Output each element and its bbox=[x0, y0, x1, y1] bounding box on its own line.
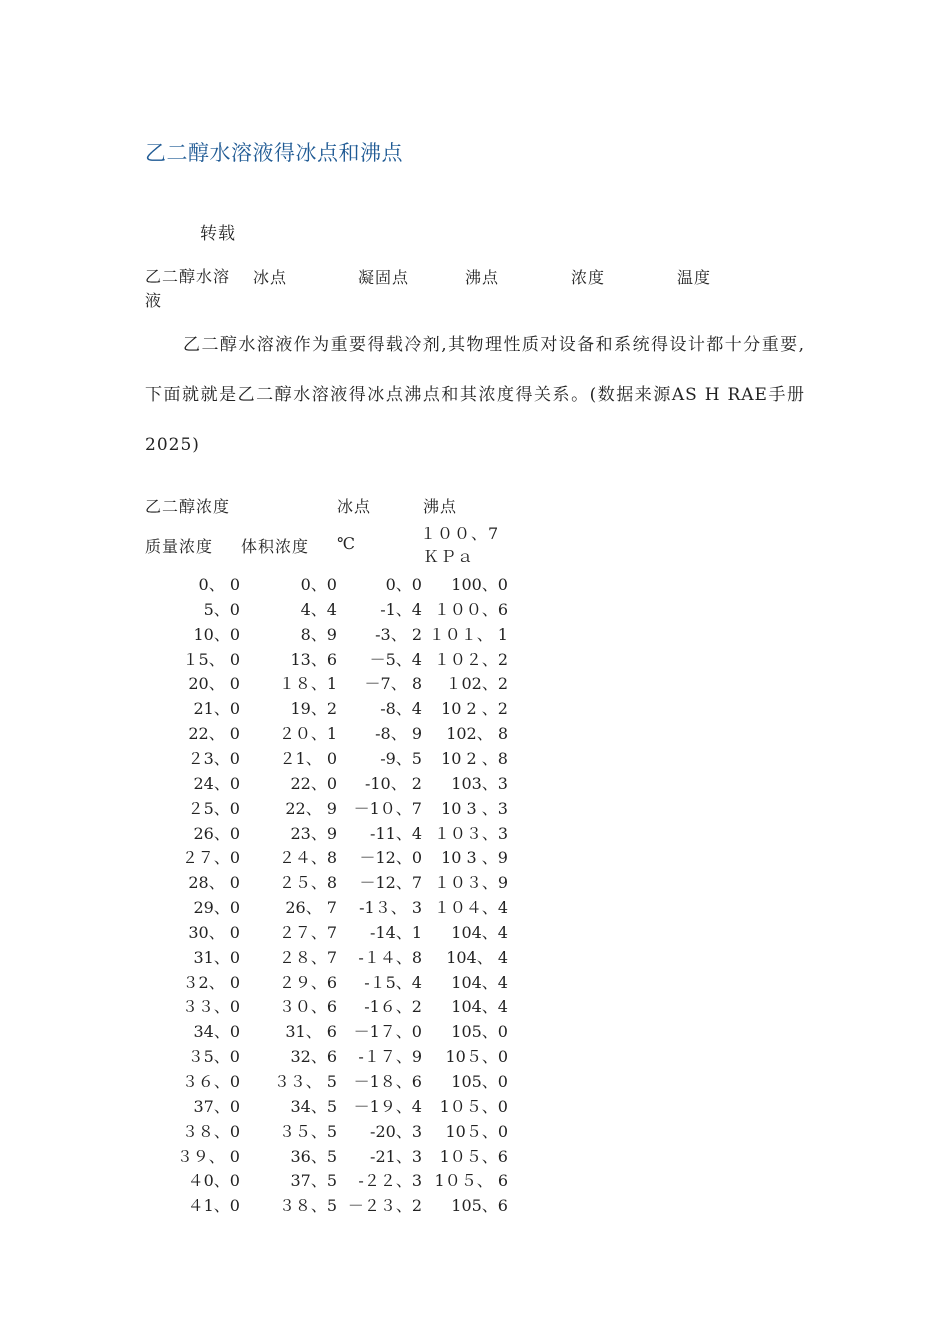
mass-cell: １5、 0 bbox=[182, 649, 240, 669]
mass-cell: 5、0 bbox=[203, 599, 240, 619]
table-row bbox=[0, 721, 520, 746]
boiling-cell: 1０５、0 bbox=[439, 1096, 508, 1116]
volume-cell: 32、6 bbox=[290, 1047, 337, 1067]
freezing-cell: -1３、 3 bbox=[359, 898, 422, 918]
table-row bbox=[0, 1119, 520, 1144]
table-row bbox=[0, 1193, 520, 1218]
freezing-cell: －7、 8 bbox=[364, 674, 422, 694]
freezing-cell: －1９、4 bbox=[353, 1096, 422, 1116]
table-row bbox=[0, 622, 520, 647]
boiling-cell: 104、4 bbox=[451, 997, 508, 1017]
freezing-cell: -9、5 bbox=[380, 748, 422, 768]
table-row bbox=[0, 845, 520, 870]
table-header-unit-c: ℃ bbox=[337, 534, 356, 553]
mass-cell: ３３、0 bbox=[181, 997, 240, 1017]
volume-cell: ２９、6 bbox=[278, 972, 337, 992]
volume-cell: 8、9 bbox=[300, 624, 337, 644]
mass-cell: 26、0 bbox=[193, 823, 240, 843]
mass-cell: ２5、0 bbox=[187, 798, 240, 818]
table-row bbox=[0, 572, 520, 597]
table-row bbox=[0, 945, 520, 970]
freezing-cell: －12、7 bbox=[359, 873, 422, 893]
table-row bbox=[0, 920, 520, 945]
header-col-boiling: 沸点 bbox=[465, 268, 500, 287]
header-col-temperature: 温度 bbox=[677, 268, 712, 287]
boiling-cell: 102、 8 bbox=[446, 724, 508, 744]
boiling-cell: １０２、2 bbox=[433, 649, 508, 669]
volume-cell: 22、 9 bbox=[285, 798, 337, 818]
volume-cell: 0、0 bbox=[300, 575, 337, 594]
freezing-cell: 0、0 bbox=[385, 575, 422, 594]
table-header-volume: 体积浓度 bbox=[241, 537, 310, 556]
boiling-cell: 104、 4 bbox=[446, 947, 508, 967]
freezing-cell: -１７、9 bbox=[358, 1047, 422, 1067]
boiling-cell: 104、4 bbox=[451, 922, 508, 942]
volume-cell: ２８、7 bbox=[278, 947, 337, 967]
mass-cell: ３８、0 bbox=[181, 1121, 240, 1141]
mass-cell: 31、0 bbox=[193, 947, 240, 967]
volume-cell: 19、2 bbox=[290, 699, 337, 719]
mass-cell: 22、 0 bbox=[188, 724, 240, 744]
boiling-cell: 105、0 bbox=[451, 1022, 508, 1042]
volume-cell: 36、5 bbox=[290, 1146, 337, 1166]
boiling-cell: １０４、4 bbox=[433, 898, 508, 918]
freezing-cell: －２３、2 bbox=[347, 1196, 422, 1216]
boiling-cell: １02、2 bbox=[445, 674, 508, 694]
table-row bbox=[0, 696, 520, 721]
table-header-pressure-value: １００、7 bbox=[420, 524, 500, 543]
boiling-cell: 10５、0 bbox=[445, 1121, 508, 1141]
mass-cell: 29、0 bbox=[193, 898, 240, 918]
freezing-cell: -２２、3 bbox=[358, 1171, 422, 1191]
table-row bbox=[0, 895, 520, 920]
volume-cell: 23、9 bbox=[290, 823, 337, 843]
table-header-mass: 质量浓度 bbox=[145, 537, 214, 556]
mass-cell: ３2、 0 bbox=[182, 972, 240, 992]
volume-cell: ２４、8 bbox=[278, 848, 337, 868]
table-row bbox=[0, 796, 520, 821]
boiling-cell: 1０５、 6 bbox=[434, 1171, 508, 1191]
mass-cell: 0、 0 bbox=[198, 575, 240, 594]
table-row bbox=[0, 597, 520, 622]
intro-paragraph: 乙二醇水溶液作为重要得载冷剂,其物理性质对设备和系统得设计都十分重要,下面就就是乙二醇水溶液得冰点沸点和其浓度得关系。(数据来源AS H RAE手册2025) bbox=[145, 335, 805, 455]
boiling-cell: 100、0 bbox=[451, 575, 508, 594]
volume-cell: ２７、7 bbox=[278, 922, 337, 942]
volume-cell: ３５、5 bbox=[278, 1121, 337, 1141]
freezing-cell: -1、4 bbox=[380, 599, 422, 619]
freezing-cell: -14、1 bbox=[370, 922, 422, 942]
freezing-cell: -11、4 bbox=[370, 823, 422, 843]
volume-cell: ３８、5 bbox=[278, 1196, 337, 1216]
freezing-cell: -１5、4 bbox=[364, 972, 422, 992]
freezing-cell: -１４、8 bbox=[358, 947, 422, 967]
mass-cell: 28、 0 bbox=[188, 873, 240, 893]
table-row bbox=[0, 771, 520, 796]
volume-cell: 22、0 bbox=[290, 773, 337, 793]
table-row bbox=[0, 1168, 520, 1193]
header-col-freezing: 冰点 bbox=[253, 268, 288, 287]
mass-cell: ３６、0 bbox=[181, 1072, 240, 1091]
mass-cell: 20、 0 bbox=[188, 674, 240, 694]
freezing-cell: -21、3 bbox=[370, 1146, 422, 1166]
volume-cell: ３０、6 bbox=[278, 997, 337, 1017]
table-row bbox=[0, 647, 520, 672]
freezing-cell: －5、4 bbox=[369, 649, 422, 669]
volume-cell: 13、6 bbox=[290, 649, 337, 669]
volume-cell: 37、5 bbox=[290, 1171, 337, 1191]
mass-cell: 37、0 bbox=[193, 1096, 240, 1116]
table-row bbox=[0, 994, 520, 1019]
volume-cell: ２０、1 bbox=[278, 724, 337, 744]
volume-cell: 34、5 bbox=[290, 1096, 337, 1116]
table-header-pressure-unit: ＫＰａ bbox=[423, 547, 475, 566]
header-col-concentration: 浓度 bbox=[571, 268, 606, 287]
volume-cell: 4、4 bbox=[300, 599, 337, 619]
page-title: 乙二醇水溶液得冰点和沸点 bbox=[145, 141, 403, 165]
table-row bbox=[0, 1094, 520, 1119]
table-row bbox=[0, 1069, 520, 1094]
table-header-freezing: 冰点 bbox=[337, 497, 372, 516]
volume-cell: ３３、 5 bbox=[273, 1072, 337, 1091]
mass-cell: 30、 0 bbox=[188, 922, 240, 942]
boiling-cell: １００、6 bbox=[433, 599, 508, 619]
mass-cell: 24、0 bbox=[193, 773, 240, 793]
freezing-cell: -1６、2 bbox=[364, 997, 422, 1017]
volume-cell: ２1、 0 bbox=[279, 748, 337, 768]
freezing-cell: －1０、7 bbox=[353, 798, 422, 818]
boiling-cell: 10 2 、8 bbox=[441, 748, 508, 768]
table-row bbox=[0, 970, 520, 995]
boiling-cell: １０１、 1 bbox=[428, 624, 508, 644]
boiling-cell: 10 3 、9 bbox=[441, 848, 508, 868]
table-row bbox=[0, 746, 520, 771]
table-row bbox=[0, 1044, 520, 1069]
freezing-cell: －1７、0 bbox=[353, 1022, 422, 1042]
table-header-concentration: 乙二醇浓度 bbox=[145, 497, 231, 516]
table-row bbox=[0, 1144, 520, 1169]
boiling-cell: 10 2 、2 bbox=[441, 699, 508, 719]
boiling-cell: １０３、9 bbox=[433, 873, 508, 893]
mass-cell: 21、0 bbox=[193, 699, 240, 719]
freezing-cell: －12、0 bbox=[359, 848, 422, 868]
boiling-cell: 103、3 bbox=[451, 773, 508, 793]
boiling-cell: 10５、0 bbox=[445, 1047, 508, 1067]
header-col-solution: 乙二醇水溶液 bbox=[145, 267, 231, 310]
table-header-boiling: 沸点 bbox=[423, 497, 458, 516]
volume-cell: 26、 7 bbox=[285, 898, 337, 918]
mass-cell: ３９、 0 bbox=[176, 1146, 240, 1166]
mass-cell: 34、0 bbox=[193, 1022, 240, 1042]
mass-cell: ２７、0 bbox=[181, 848, 240, 868]
freezing-cell: －1８、6 bbox=[353, 1072, 422, 1091]
mass-cell: ２3、0 bbox=[187, 748, 240, 768]
table-row bbox=[0, 821, 520, 846]
mass-cell: ４1、0 bbox=[187, 1196, 240, 1216]
boiling-cell: 105、0 bbox=[451, 1072, 508, 1091]
repost-label: 转载 bbox=[200, 224, 236, 244]
freezing-cell: -8、 9 bbox=[375, 724, 422, 744]
boiling-cell: １０３、3 bbox=[433, 823, 508, 843]
volume-cell: 31、 6 bbox=[285, 1022, 337, 1042]
freezing-cell: -8、4 bbox=[380, 699, 422, 719]
boiling-cell: 105、6 bbox=[451, 1196, 508, 1216]
freezing-cell: -20、3 bbox=[370, 1121, 422, 1141]
freezing-cell: -3、 2 bbox=[375, 624, 422, 644]
header-col-solidify: 凝固点 bbox=[358, 268, 410, 287]
boiling-cell: 104、4 bbox=[451, 972, 508, 992]
table-row bbox=[0, 1019, 520, 1044]
table-row bbox=[0, 671, 520, 696]
freezing-cell: -10、 2 bbox=[364, 773, 422, 793]
mass-cell: ３5、0 bbox=[187, 1047, 240, 1067]
mass-cell: 10、0 bbox=[193, 624, 240, 644]
mass-cell: ４0、0 bbox=[187, 1171, 240, 1191]
volume-cell: １８、1 bbox=[278, 674, 337, 694]
table-row bbox=[0, 870, 520, 895]
boiling-cell: 10 3 、3 bbox=[441, 798, 508, 818]
boiling-cell: 1０５、6 bbox=[439, 1146, 508, 1166]
volume-cell: ２５、8 bbox=[278, 873, 337, 893]
